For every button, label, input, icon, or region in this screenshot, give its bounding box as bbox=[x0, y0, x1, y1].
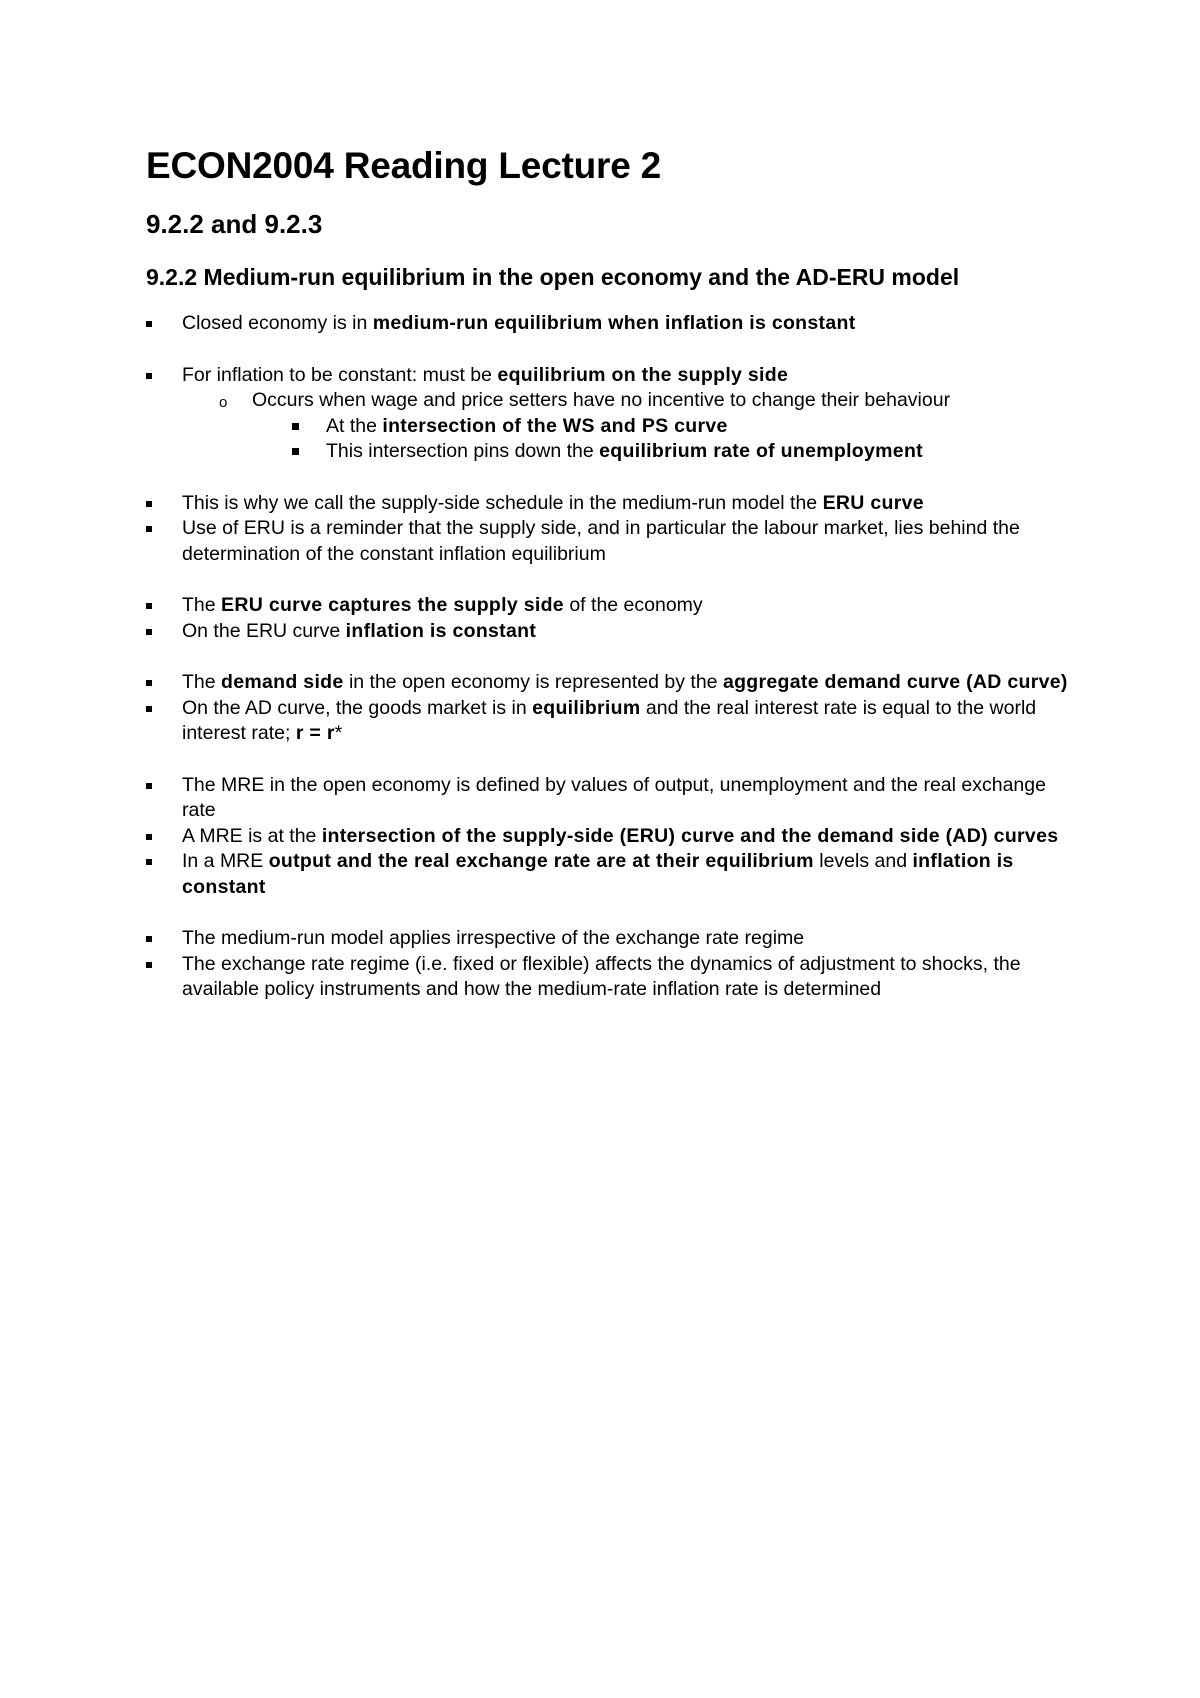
bold-text: equilibrium bbox=[532, 696, 641, 719]
text-segment: Use of ERU is a reminder that the supply side, and in particular the labour market, lies behind the determination of the constant inflation equilibrium bbox=[182, 517, 1020, 565]
list-item bbox=[146, 670, 1076, 696]
list-item-text bbox=[182, 927, 804, 949]
text-segment: A MRE is at the bbox=[182, 824, 322, 847]
list-item bbox=[146, 849, 1076, 900]
square-bullet-icon bbox=[146, 680, 152, 686]
bold-text: ERU curve bbox=[822, 491, 924, 514]
list-item bbox=[146, 363, 1076, 389]
document-subtitle: 9.2.2 and 9.2.3 bbox=[146, 209, 323, 239]
list-item bbox=[146, 593, 1076, 619]
bullet-group bbox=[146, 311, 1076, 337]
text-segment: In a MRE bbox=[182, 850, 269, 872]
list-item-text bbox=[182, 697, 1036, 745]
list-item bbox=[146, 824, 1076, 850]
list-item bbox=[146, 516, 1076, 567]
bullet-list bbox=[146, 311, 1076, 1003]
square-bullet-icon bbox=[146, 962, 152, 968]
list-item bbox=[146, 491, 1076, 517]
list-item-text bbox=[182, 517, 1020, 565]
list-item bbox=[146, 773, 1076, 824]
list-item-text bbox=[182, 850, 1014, 898]
text-segment: The MRE in the open economy is defined by values of output, unemployment and the real exchange rate bbox=[182, 773, 1046, 821]
bullet-group bbox=[146, 670, 1076, 747]
bold-text: inflation is constant bbox=[345, 619, 537, 642]
bold-text: equilibrium rate of unemployment bbox=[599, 440, 923, 462]
square-bullet-icon bbox=[146, 834, 152, 840]
list-item-text bbox=[182, 492, 924, 514]
bullet-group bbox=[146, 363, 1076, 465]
bold-text: output and the real exchange rate are at their equilibrium bbox=[268, 850, 814, 872]
text-segment: At the bbox=[326, 414, 383, 437]
text-segment: Closed economy is in bbox=[182, 312, 373, 334]
square-bullet-icon bbox=[146, 936, 152, 942]
square-bullet-icon bbox=[146, 706, 152, 712]
list-item bbox=[219, 388, 1076, 414]
bullet-group bbox=[146, 491, 1076, 568]
square-bullet-icon bbox=[146, 859, 152, 865]
text-segment: This intersection pins down the bbox=[326, 440, 600, 462]
text-segment: of the economy bbox=[563, 594, 703, 616]
bullet-group bbox=[146, 926, 1076, 1003]
circle-bullet-icon: o bbox=[219, 394, 228, 411]
text-segment: The bbox=[182, 671, 222, 693]
text-segment: in the open economy is represented by the bbox=[343, 671, 723, 693]
square-bullet-icon bbox=[146, 629, 152, 635]
bullet-group bbox=[146, 593, 1076, 644]
bullet-group bbox=[146, 773, 1076, 901]
square-bullet-icon bbox=[146, 603, 152, 609]
text-segment: and the real interest rate is equal to the world interest rate; bbox=[182, 696, 1037, 744]
list-item bbox=[146, 696, 1076, 747]
bold-text: intersection of the supply-side (ERU) curve and the demand side (AD) curves bbox=[321, 824, 1059, 847]
bold-text: r = r bbox=[295, 722, 335, 744]
bold-text: equilibrium on the supply side bbox=[497, 363, 789, 386]
list-item bbox=[292, 414, 1076, 440]
square-bullet-icon bbox=[146, 373, 152, 379]
text-segment: The medium-run model applies irrespective of the exchange rate regime bbox=[182, 927, 805, 949]
bold-text: medium-run equilibrium when inflation is constant bbox=[372, 312, 856, 334]
list-item-text bbox=[182, 594, 703, 616]
section-heading: 9.2.2 Medium-run equilibrium in the open economy and the AD-ERU model bbox=[146, 264, 960, 290]
text-segment: Occurs when wage and price setters have no incentive to change their behaviour bbox=[252, 389, 951, 411]
text-segment: On the AD curve, the goods market is in bbox=[182, 696, 533, 719]
list-item bbox=[146, 952, 1076, 1003]
document-title: ECON2004 Reading Lecture 2 bbox=[146, 145, 662, 186]
list-item bbox=[146, 619, 1076, 645]
list-item bbox=[146, 926, 1076, 952]
list-item-text bbox=[326, 415, 728, 437]
bold-text: demand side bbox=[221, 671, 344, 693]
text-segment: The exchange rate regime (i.e. fixed or flexible) affects the dynamics of adjustment to shocks, the available policy instruments and how the medium-rate inflation rate is determined bbox=[182, 952, 1021, 1000]
bold-text: aggregate demand curve (AD curve) bbox=[722, 671, 1068, 693]
square-bullet-icon bbox=[146, 783, 152, 789]
list-item bbox=[146, 311, 1076, 337]
list-item bbox=[292, 439, 1076, 465]
square-bullet-icon bbox=[146, 526, 152, 532]
bold-text: inflation is constant bbox=[182, 850, 1014, 898]
list-item-text bbox=[182, 312, 855, 334]
square-bullet-icon bbox=[292, 423, 299, 430]
list-item-text bbox=[182, 953, 1021, 1001]
square-bullet-icon bbox=[146, 501, 152, 507]
square-bullet-icon bbox=[292, 448, 299, 455]
list-item-text bbox=[252, 389, 950, 411]
text-segment: On the ERU curve bbox=[182, 619, 346, 642]
bold-text: intersection of the WS and PS curve bbox=[382, 414, 728, 437]
list-item-text bbox=[182, 364, 788, 386]
text-segment: * bbox=[334, 722, 343, 744]
square-bullet-icon bbox=[146, 321, 152, 327]
list-item-text bbox=[326, 440, 923, 462]
text-segment: The bbox=[182, 594, 222, 616]
list-item-text bbox=[182, 825, 1058, 847]
document-content bbox=[146, 140, 1076, 1029]
list-item-text bbox=[182, 671, 1068, 693]
list-item-text bbox=[182, 774, 1046, 822]
text-segment: For inflation to be constant: must be bbox=[182, 363, 498, 386]
bold-text: ERU curve captures the supply side bbox=[221, 594, 564, 616]
text-segment: This is why we call the supply-side schedule in the medium-run model the bbox=[182, 491, 823, 514]
list-item-text bbox=[182, 620, 536, 642]
text-segment: levels and bbox=[813, 850, 913, 872]
